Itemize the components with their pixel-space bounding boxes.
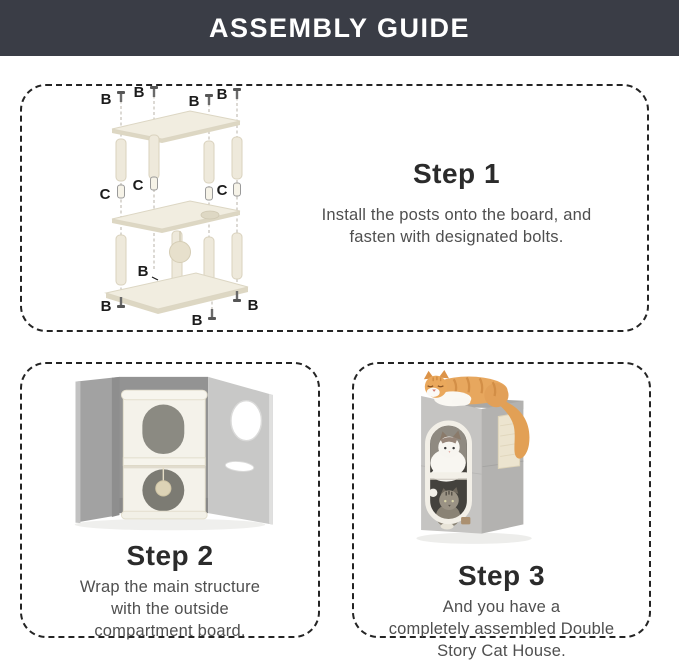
- step-3-description: [389, 596, 615, 662]
- bolt-label: B: [216, 85, 228, 103]
- step-2-line-1: Wrap the main structure: [79, 578, 261, 596]
- bolt-icon: [117, 91, 125, 102]
- exploded-view-diagram: [94, 83, 266, 329]
- step-1-line-1: Install the posts onto the board, and: [321, 205, 592, 224]
- connector-label: C: [216, 181, 228, 199]
- step-2-figure: [41, 374, 299, 536]
- bolt-icon: [233, 88, 241, 99]
- upper-opening: [142, 404, 184, 454]
- step-3-line-2: completely assembled Double: [388, 620, 615, 639]
- bolt-icon: [205, 94, 213, 105]
- bolt-icon: [150, 86, 158, 97]
- bolt-label: B: [188, 92, 200, 110]
- step-2-description: [80, 576, 260, 642]
- upper-posts: [116, 135, 242, 183]
- header-bar: [0, 0, 679, 56]
- top-board: [112, 111, 240, 143]
- middle-board: [112, 201, 240, 233]
- bolt-label: B: [100, 297, 112, 315]
- page-title: ASSEMBLY GUIDE: [208, 12, 471, 43]
- bolt-label: B: [100, 90, 112, 108]
- middle-shelf: [123, 458, 205, 466]
- bolt-label: B: [137, 262, 149, 280]
- step-1-line-2: fasten with designated bolts.: [349, 228, 564, 246]
- bottom-board: [106, 273, 248, 314]
- board-hole: [201, 211, 219, 219]
- step-3-line-1: And you have a: [442, 598, 561, 616]
- bolt-icon: [208, 309, 216, 320]
- sherpa-shelf: [428, 472, 468, 479]
- bottom-board: [121, 511, 207, 519]
- step-1-description: [266, 204, 647, 248]
- step-1-panel: [20, 84, 649, 332]
- step-3-title: Step 3: [457, 560, 546, 591]
- assembled-cat-house-illustration: [409, 370, 595, 556]
- left-compartment-wing: [76, 377, 120, 523]
- step-2-title: Step 2: [126, 540, 214, 571]
- main-structure: [121, 390, 207, 519]
- brand-tag: [461, 517, 470, 524]
- step-2-panel: [20, 362, 320, 641]
- top-board: [121, 390, 207, 400]
- step-3-panel: [352, 362, 651, 661]
- step-1-text-block: [266, 158, 647, 258]
- step-2-line-2: with the outside: [111, 600, 229, 619]
- step-1-figure: [94, 83, 266, 334]
- bolt-label: B: [191, 311, 203, 329]
- step-1-title: Step 1: [412, 157, 501, 189]
- step-2-line-3: compartment board.: [94, 622, 246, 641]
- bolt-label: B: [133, 83, 145, 101]
- wrap-structure-illustration: [41, 374, 299, 536]
- right-compartment-wing: [208, 377, 273, 525]
- floor-shadow: [75, 519, 266, 530]
- step-3-line-3: Story Cat House.: [437, 642, 566, 661]
- wing-window-hole: [231, 401, 261, 441]
- hanging-ball-toy: [156, 481, 171, 496]
- toy-ball: [428, 489, 436, 497]
- step-3-figure: [409, 370, 595, 556]
- floor-shadow: [416, 533, 531, 544]
- bolt-label: B: [247, 296, 259, 314]
- connector-label: C: [132, 176, 144, 194]
- front-opening: [427, 423, 469, 529]
- connector-label: C: [99, 185, 111, 203]
